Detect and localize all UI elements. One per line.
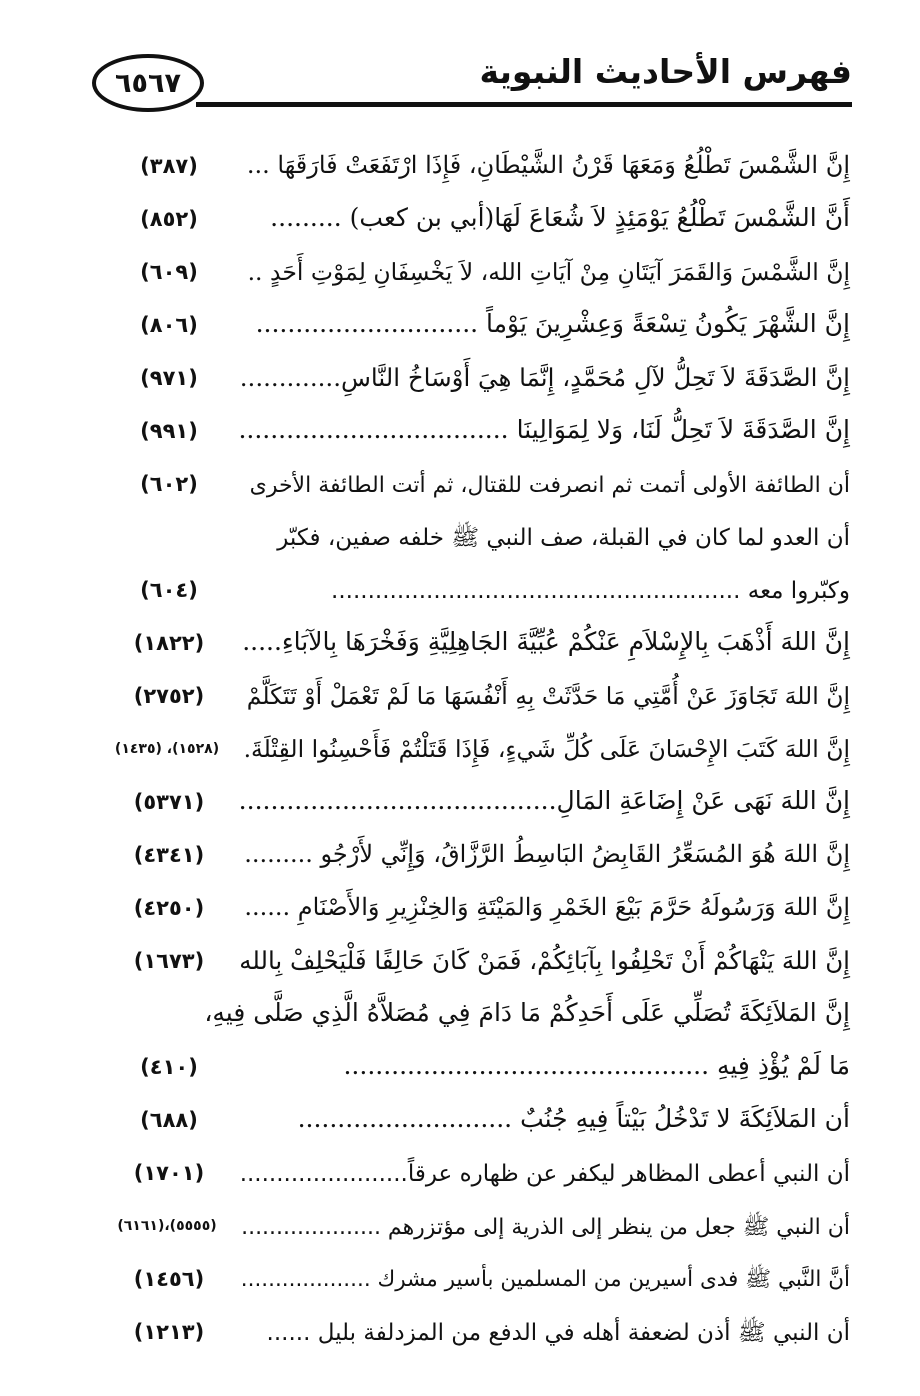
hadith-text: وكبّروا معه ........................................................ [331,577,850,604]
hadith-text: إِنَّ الصَّدَقَةَ لاَ تَحِلُّ لَنَا، وَلا لِمَوَالِينَا .................................. [238,415,850,445]
hadith-reference: (٤٢٥٠) [133,896,205,920]
hadith-text: إِنَّ اللهَ كَتَبَ الإِحْسَانَ عَلَى كُلِّ شَيءٍ، فَإِذَا قَتَلْتُمْ فَأَحْسِنُوا القِتْلَةَ. [243,734,850,763]
index-entry [110,505,850,555]
index-entry [110,240,850,290]
hadith-reference: (٤١٠) [140,1055,198,1079]
index-entry [110,770,850,820]
page-number: ٦٥٦٧ [115,67,181,99]
hadith-reference: (٢٧٥٢) [133,684,205,708]
hadith-reference: (٦٠٤) [140,578,198,602]
hadith-text: إِنَّ اللهَ يَنْهَاكُمْ أَنْ تَحْلِفُوا بِآبَائِكُمْ، فَمَنْ كَانَ حَالِفًا فَلْيَحْلِفْ بِالله [239,945,850,975]
hadith-text: إِنَّ المَلاَئِكَةَ تُصَلِّي عَلَى أَحَدِكُمْ مَا دَامَ فِي مُصَلاَّهُ الَّذِي صَلَّى فِيهِ، [204,998,850,1028]
index-entry [110,717,850,767]
index-entry [110,823,850,873]
index-entry [110,1035,850,1085]
index-entry [110,1141,850,1191]
hadith-text: أن المَلاَئِكَةَ لا تَدْخُلُ بَيْتاً فِيهِ جُنُبٌ ........................... [297,1104,850,1134]
hadith-reference: (٤٣٤١) [133,843,205,867]
hadith-text: إِنَّ اللهَ نَهَى عَنْ إِضَاعَةِ المَالِ........................................ [238,786,850,816]
hadith-reference: (٥٥٥٥)،(٦١٦١) [117,1218,217,1234]
hadith-text: أن الطائفة الأولى أتمت ثم انصرفت للقتال، ثم أتت الطائفة الأخرى [249,472,850,498]
hadith-reference: (٩٩١) [140,419,198,443]
hadith-reference: (١٥٢٨)، (١٤٣٥) [114,741,220,757]
hadith-reference: (٦٨٨) [140,1108,198,1132]
hadith-reference: (٨٠٦) [140,313,198,337]
index-entry [110,982,850,1032]
index-entry [110,346,850,396]
hadith-reference: (٥٣٧١) [133,790,205,814]
hadith-text: أنَّ النَّبي ﷺ فدى أسيرين من المسلمين بأسير مشرك ................... [240,1267,850,1293]
index-entry [110,876,850,926]
index-entry [110,929,850,979]
hadith-text: أن النبي أعطى المظاهر ليكفر عن ظهاره عرقاً....................... [239,1160,850,1187]
index-entry [110,134,850,184]
hadith-reference: (١٨٢٢) [133,631,205,655]
hadith-text: إِنَّ الشَّمْسَ وَالقَمَرَ آيَتَانِ مِنْ آيَاتِ الله، لاَ يَخْسِفَانِ لِمَوْتِ أَحَدٍ .. [247,257,850,286]
hadith-text: إِنَّ اللهَ هُوَ المُسَعِّرُ القَابِضُ البَاسِطُ الرَّزَّاقُ، وَإِنِّي لأَرْجُو ......... [244,840,850,869]
index-entry [110,187,850,237]
hadith-reference: (١٧٠١) [133,1161,205,1185]
hadith-reference: (٦٠٩) [140,260,198,284]
hadith-text: إِنَّ اللهَ وَرَسُولَهُ حَرَّمَ بَيْعَ الخَمْرِ وَالمَيْتَةِ وَالخِنْزِيرِ وَالأَصْنَامِ ...... [244,893,850,922]
hadith-text: أن العدو لما كان في القبلة، صف النبي ﷺ خلفه صفين، فكبّر [277,524,850,551]
index-entry [110,1300,850,1350]
hadith-text: إِنَّ اللهَ أَذْهَبَ بِالإِسْلاَمِ عَنْكُمْ عُبِّيَّةَ الجَاهِلِيَّةِ وَفَخْرَهَا بِالآبَاءِ..... [242,627,850,657]
index-entry [110,1088,850,1138]
index-entry [110,664,850,714]
hadith-reference: (٩٧١) [140,366,198,390]
hadith-reference: (٦٠٢) [140,472,198,496]
page-title: فهرس الأحاديث النبوية [479,52,852,91]
index-entry [110,1247,850,1297]
hadith-text: إِنَّ الشَّمْسَ تَطْلُعُ وَمَعَهَا قَرْنُ الشَّيْطَانِ، فَإِذَا ارْتَفَعَتْ فَارَقَهَا ... [246,151,850,180]
hadith-text: أن النبي ﷺ جعل من ينظر إلى الذرية إلى مؤتزرهم .................... [241,1214,850,1240]
hadith-text: مَا لَمْ يُؤْذِ فِيهِ .............................................. [343,1051,850,1081]
hadith-text: إِنَّ الشَّهْرَ يَكُونُ تِسْعَةً وَعِشْرِينَ يَوْماً ............................ [255,309,850,339]
hadith-text: إِنَّ اللهَ تَجَاوَزَ عَنْ أُمَّتِي مَا حَدَّثَتْ بِهِ أَنْفُسَهَا مَا لَمْ تَعْمَلْ أَوْ تَتَكَلَّمْ [246,681,850,710]
hadith-reference: (٨٥٢) [140,207,198,231]
hadith-text: أن النبي ﷺ أذن لضعفة أهله في الدفع من المزدلفة بليل ...... [266,1319,850,1346]
hadith-text: أَنَّ الشَّمْسَ تَطْلُعُ يَوْمَئِذٍ لاَ شُعَاعَ لَهَا(أبي بن كعب) ......... [270,203,850,233]
index-entry [110,452,850,502]
hadith-reference: (١٦٧٣) [133,949,205,973]
index-entry [110,611,850,661]
hadith-text: إِنَّ الصَّدَقَةَ لاَ تَحِلُّ لآلِ مُحَمَّدٍ، إِنَّمَا هِيَ أَوْسَاخُ النَّاسِ............. [239,362,850,392]
index-entry [110,558,850,608]
index-entry [110,293,850,343]
index-entry [110,1194,850,1244]
hadith-reference: (٣٨٧) [140,154,198,178]
hadith-reference: (١٤٥٦) [133,1267,205,1291]
index-entry [110,399,850,449]
hadith-reference: (١٢١٣) [133,1320,205,1344]
